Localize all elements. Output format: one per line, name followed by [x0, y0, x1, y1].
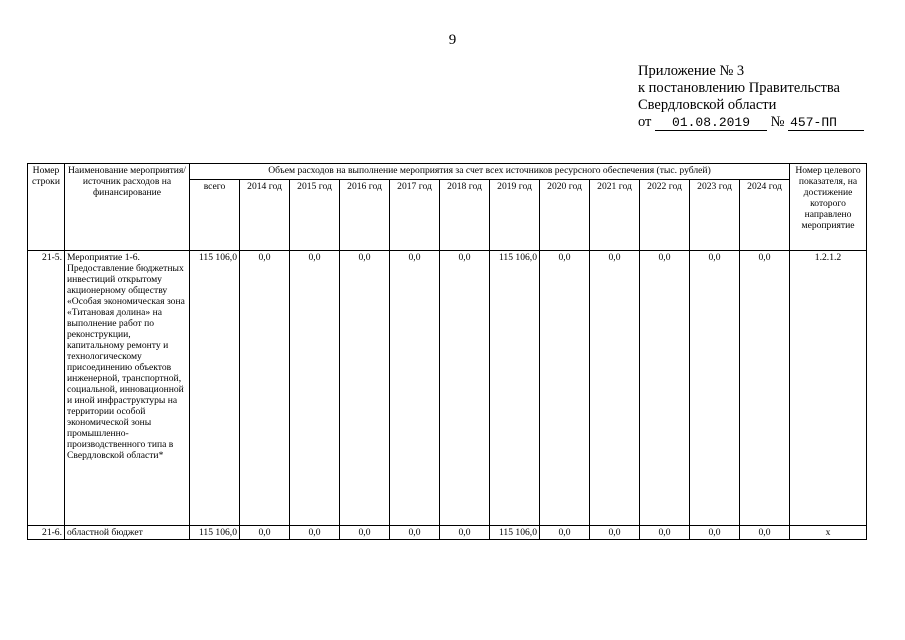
row-value: 0,0	[340, 526, 390, 540]
expenditure-table	[27, 163, 867, 540]
row-value: 0,0	[640, 251, 690, 526]
row-target: х	[790, 526, 867, 540]
row-value: 0,0	[590, 526, 640, 540]
header-year: 2017 год	[390, 180, 440, 251]
header-target: Номер целевого показателя, на достижение которого направлено мероприятие	[790, 164, 867, 251]
appendix-region: Свердловской области	[638, 97, 777, 113]
table-row	[28, 526, 867, 540]
row-value: 0,0	[290, 526, 340, 540]
row-value: 0,0	[690, 251, 740, 526]
row-value: 0,0	[590, 251, 640, 526]
page-number: 9	[448, 32, 457, 48]
header-total: всего	[190, 180, 240, 251]
row-target: 1.2.1.2	[790, 251, 867, 526]
date-prefix: от	[638, 114, 652, 130]
header-volume: Объем расходов на выполнение мероприятия за счет всех источников ресурсного обеспечения (тыс. рублей)	[190, 164, 790, 180]
row-value: 0,0	[240, 251, 290, 526]
row-value: 0,0	[740, 526, 790, 540]
header-year: 2019 год	[490, 180, 540, 251]
row-value: 0,0	[390, 526, 440, 540]
header-year: 2018 год	[440, 180, 490, 251]
row-value: 115 106,0	[490, 526, 540, 540]
row-value: 0,0	[740, 251, 790, 526]
header-row-top	[28, 164, 867, 180]
header-year: 2023 год	[690, 180, 740, 251]
header-year: 2020 год	[540, 180, 590, 251]
row-value: 0,0	[240, 526, 290, 540]
header-year: 2022 год	[640, 180, 690, 251]
row-total: 115 106,0	[190, 526, 240, 540]
number-prefix: №	[770, 114, 785, 130]
row-value: 0,0	[540, 526, 590, 540]
row-value: 0,0	[440, 526, 490, 540]
header-name: Наименование мероприятия/источник расходов на финансирование	[65, 164, 190, 251]
row-name: Мероприятие 1-6. Предоставление бюджетных инвестиций открытому акционерному обществу «Особая экономическая зона «Титановая долина» на выполнение работ по реконструкции, капитальному ремонту и технологическому присоединению объектов инженерной, транспортной, социальной, инновационной и иной инфраструктуры на территории особой экономической зоны промышленно-производственного типа в Свердловской области*	[65, 251, 190, 526]
row-number: 21-6.	[28, 526, 65, 540]
row-total: 115 106,0	[190, 251, 240, 526]
row-number: 21-5.	[28, 251, 65, 526]
header-year: 2016 год	[340, 180, 390, 251]
header-year: 2021 год	[590, 180, 640, 251]
row-value: 0,0	[390, 251, 440, 526]
decree-number: 457-ПП	[788, 116, 864, 131]
row-value: 0,0	[340, 251, 390, 526]
appendix-date-line	[638, 114, 898, 131]
row-value: 0,0	[440, 251, 490, 526]
appendix-reference: к постановлению Правительства	[638, 80, 840, 96]
decree-date: 01.08.2019	[655, 116, 767, 131]
table-row	[28, 251, 867, 526]
row-value: 0,0	[640, 526, 690, 540]
header-year: 2015 год	[290, 180, 340, 251]
row-value: 0,0	[290, 251, 340, 526]
header-year: 2024 год	[740, 180, 790, 251]
row-name: областной бюджет	[65, 526, 190, 540]
header-year: 2014 год	[240, 180, 290, 251]
appendix-block	[638, 63, 898, 131]
row-value: 115 106,0	[490, 251, 540, 526]
appendix-title: Приложение № 3	[638, 63, 745, 79]
header-row-number: Номер строки	[28, 164, 65, 251]
row-value: 0,0	[540, 251, 590, 526]
row-value: 0,0	[690, 526, 740, 540]
